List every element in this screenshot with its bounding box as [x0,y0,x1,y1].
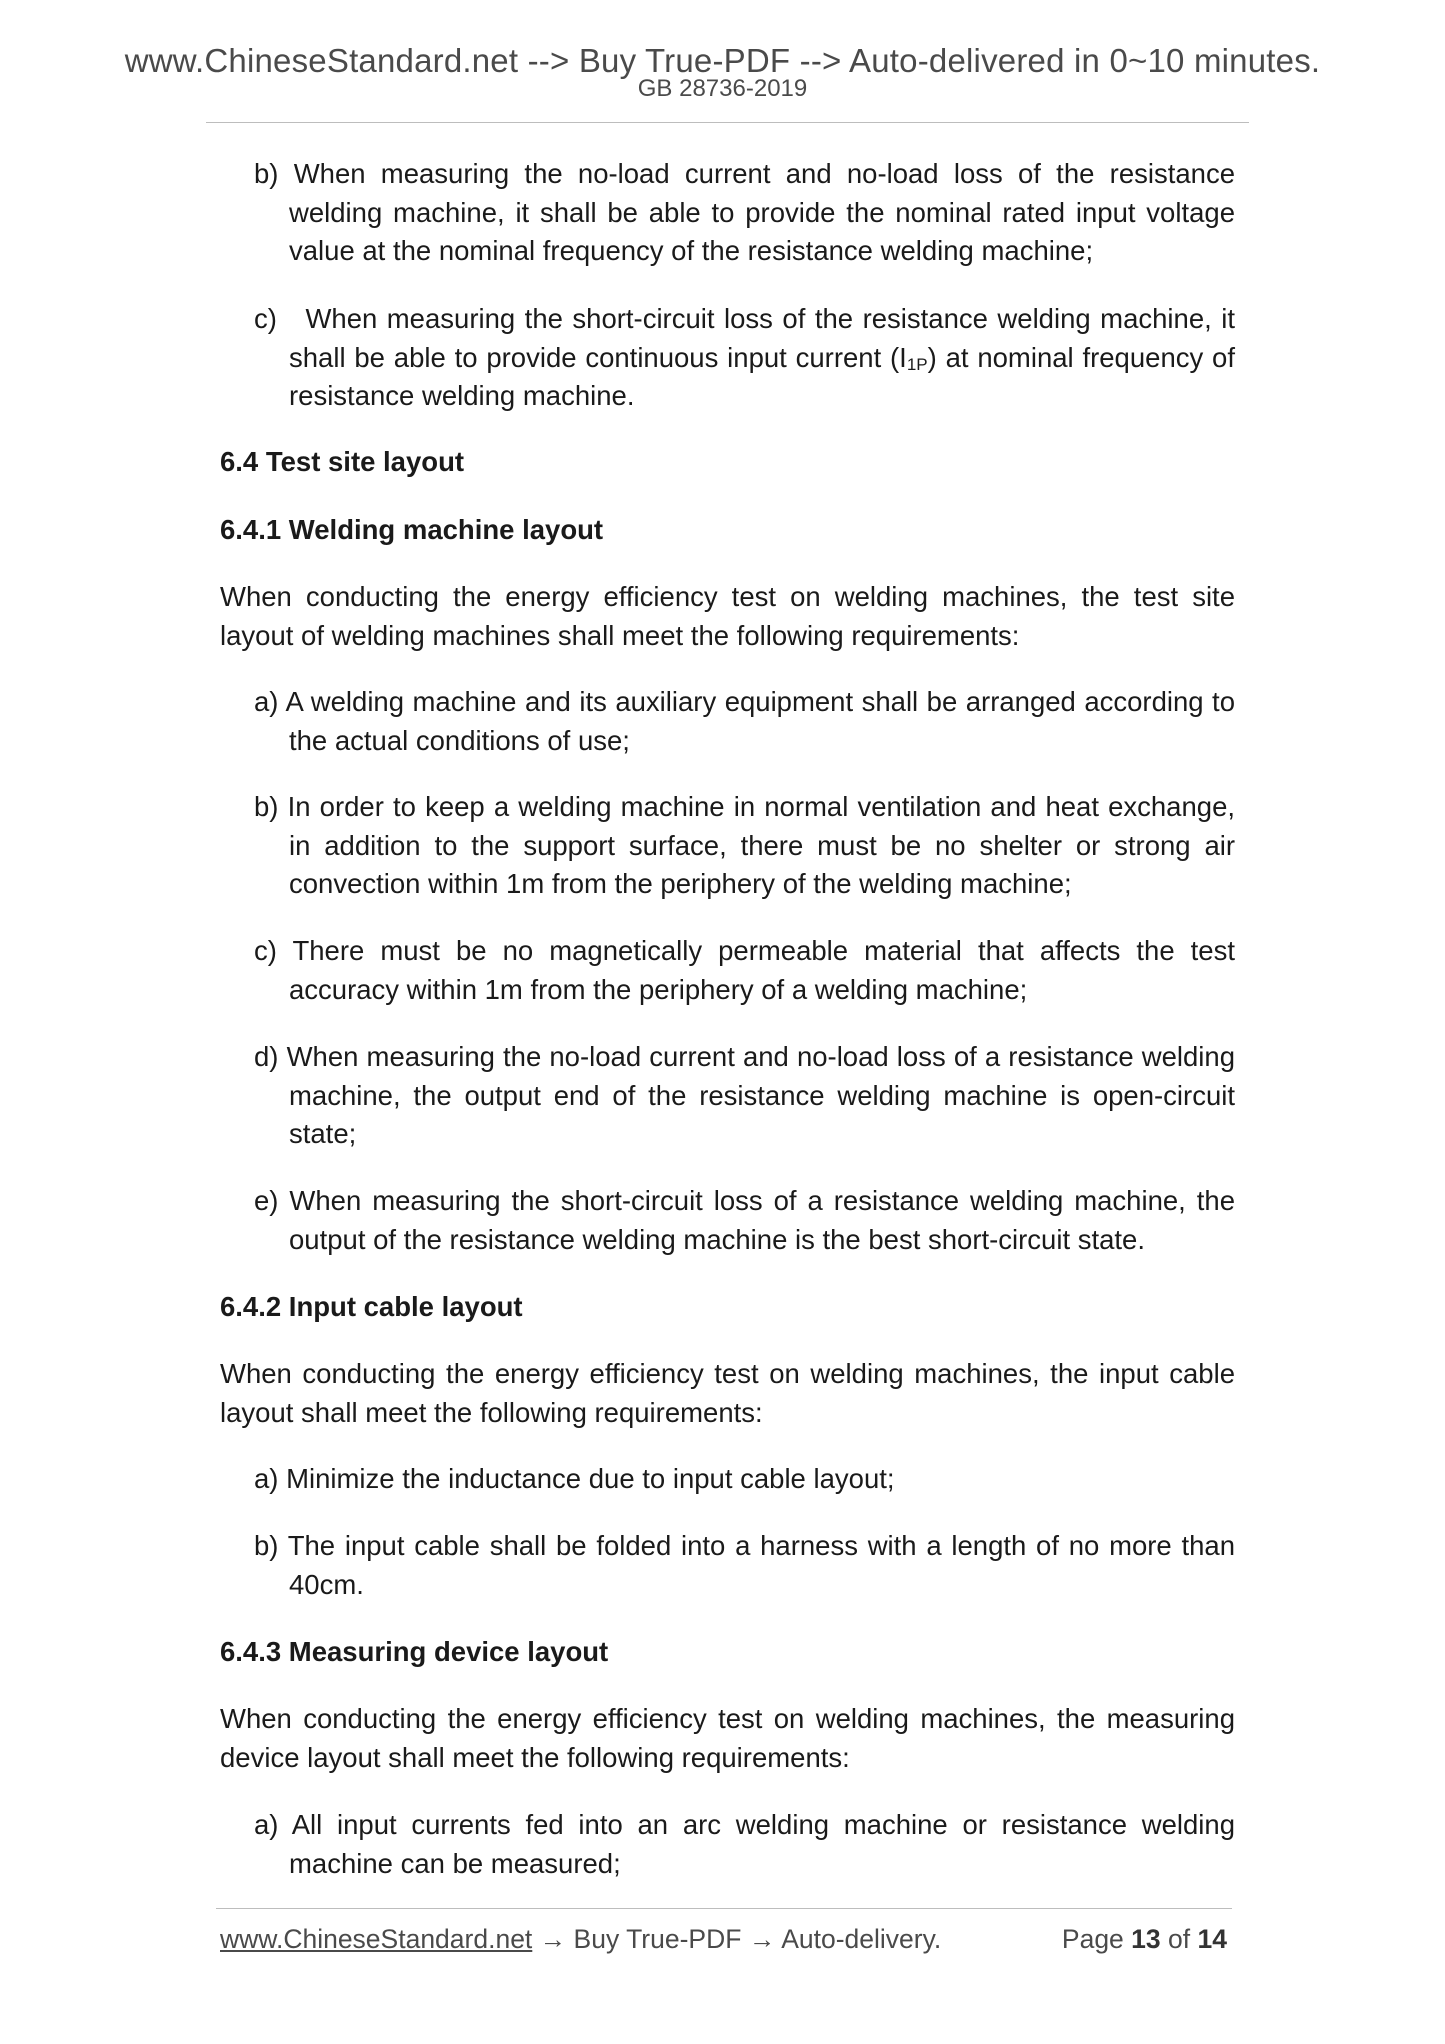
intro-paragraph-6-4-2: When conducting the energy efficiency test on welding machines, the input cable layout shall meet the following requirements: [220,1358,1235,1428]
list-item [254,1527,1235,1604]
page-of: of [1168,1924,1191,1954]
section-heading-6-4-2: 6.4.2 Input cable layout [220,1291,523,1322]
list-marker: a) [254,686,279,717]
list-item [254,1182,1235,1259]
list-item [254,300,1235,416]
list-marker: b) [254,1530,279,1561]
footer-buy-link[interactable]: Buy True-PDF [573,1924,742,1954]
list-item [254,155,1235,271]
list-item-text: When measuring the short-circuit loss of a resistance welding machine, the output of the resistance welding machine is the best short-circuit state. [289,1185,1235,1255]
section-heading-6-4-3: 6.4.3 Measuring device layout [220,1636,609,1667]
list-item-text: There must be no magnetically permeable material that affects the test accuracy within 1m from the periphery of a welding machine; [289,935,1235,1005]
header-divider [206,122,1249,123]
list-item-text-continued: ) at nominal frequency of resistance welding machine. [289,341,1235,411]
page-total: 14 [1197,1924,1227,1954]
document-code: GB 28736-2019 [637,75,808,102]
footer-divider [216,1908,1232,1909]
list-item [254,1460,1235,1499]
arrow-right-icon: → [539,1924,567,1954]
list-marker: a) [254,1809,279,1840]
intro-paragraph-6-4-1: When conducting the energy efficiency test on welding machines, the test site layout of welding machines shall meet the following requirements: [220,581,1235,651]
list-item-text: All input currents fed into an arc welding machine or resistance welding machine can be measured; [289,1809,1235,1879]
list-marker: c) [254,935,277,966]
list-marker: b) [254,791,279,822]
list-item-text: When measuring the short-circuit loss of the resistance welding machine, it shall be able to provide continuous input current (I [289,303,1236,373]
subscript: 1P [906,354,928,374]
arrow-right-icon: → [748,1924,776,1954]
list-item-text: When measuring the no-load current and no-load loss of the resistance welding machine, it shall be able to provide the nominal rated input voltage value at the nominal frequency of the resistance welding machine; [289,158,1235,266]
list-item-text: When measuring the no-load current and no-load loss of a resistance welding machine, the output end of the resistance welding machine is open-circuit state; [286,1041,1235,1149]
list-item-text: The input cable shall be folded into a harness with a length of no more than 40cm. [287,1530,1235,1600]
section-heading-6-4: 6.4 Test site layout [220,446,465,477]
list-item [254,1806,1235,1883]
page-number [1062,1924,1227,1955]
list-item-text: A welding machine and its auxiliary equipment shall be arranged according to the actual conditions of use; [285,686,1235,756]
list-item-text: In order to keep a welding machine in normal ventilation and heat exchange, in addition to the support surface, there must be no shelter or strong air convection within 1m from the periphery of the welding machine; [287,791,1236,899]
list-marker: b) [254,158,279,189]
footer-delivery-text: Auto-delivery. [781,1924,942,1954]
list-item [254,788,1235,904]
top-banner[interactable]: www.ChineseStandard.net --> Buy True-PDF --> Auto-delivered in 0~10 minutes. [124,42,1321,79]
section-heading-6-4-1: 6.4.1 Welding machine layout [220,514,604,545]
footer-left [220,1924,941,1955]
list-marker: a) [254,1463,279,1494]
list-marker: c) [254,303,277,334]
list-item [254,1038,1235,1154]
list-item [254,683,1235,760]
intro-paragraph-6-4-3: When conducting the energy efficiency test on welding machines, the measuring device layout shall meet the following requirements: [220,1703,1235,1773]
list-marker: d) [254,1041,279,1072]
list-item [254,932,1235,1009]
footer-site-link[interactable]: www.ChineseStandard.net [220,1924,533,1954]
page-current: 13 [1131,1924,1161,1954]
list-item-text: Minimize the inductance due to input cable layout; [286,1463,895,1494]
list-marker: e) [254,1185,279,1216]
page-label: Page [1061,1924,1124,1954]
